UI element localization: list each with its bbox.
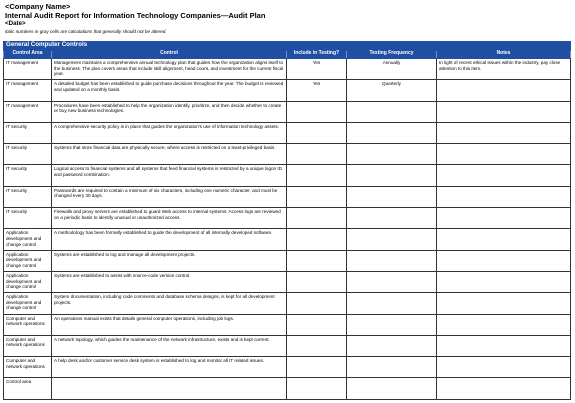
table-row [4,293,571,314]
control-cell[interactable]: Systems that store financial data are physically secure, where access is restricted on a least-privileged basis. [52,144,287,165]
include-in-testing-cell[interactable] [287,271,347,292]
include-in-testing-cell[interactable] [287,335,347,356]
table-row [4,80,571,101]
control-area-cell[interactable]: IT management [4,80,52,101]
include-in-testing-cell[interactable] [287,293,347,314]
include-in-testing-cell[interactable]: Yes [287,80,347,101]
notes-cell[interactable] [437,335,571,356]
column-header-testing-frequency: Testing Frequency [347,51,437,59]
control-cell[interactable]: Procedures have been established to help the organization identify, prioritize, and then decide whether to create or buy new business technologies. [52,101,287,122]
column-header-control: Control [52,51,287,59]
testing-frequency-cell[interactable] [347,122,437,143]
notes-cell[interactable] [437,378,571,399]
notes-cell[interactable]: In light of recent ethical issues within the industry, pay close attention to this item. [437,59,571,80]
include-in-testing-cell[interactable] [287,229,347,250]
table-row [4,335,571,356]
notes-cell[interactable] [437,250,571,271]
notes-cell[interactable] [437,229,571,250]
table-row [4,59,571,80]
controls-table-body [4,59,571,400]
control-cell[interactable]: Systems are established to log and manage all development projects. [52,250,287,271]
control-area-cell[interactable]: Computer and network operations [4,357,52,378]
control-area-cell[interactable]: IT security [4,208,52,229]
notes-cell[interactable] [437,271,571,292]
include-in-testing-cell[interactable] [287,144,347,165]
control-area-cell[interactable]: Control area [4,378,52,399]
include-in-testing-cell[interactable] [287,165,347,186]
column-header-notes: Notes [437,51,571,59]
testing-frequency-cell[interactable] [347,208,437,229]
controls-table [3,41,571,400]
notes-cell[interactable] [437,101,571,122]
notes-cell[interactable] [437,314,571,335]
table-row [4,314,571,335]
notes-cell[interactable] [437,186,571,207]
report-title: Internal Audit Report for Information Technology Companies—Audit Plan [5,11,266,20]
calculation-note: Italic numbers in gray cells are calculations that generally should not be altered. [5,29,167,34]
include-in-testing-cell[interactable] [287,378,347,399]
testing-frequency-cell[interactable] [347,357,437,378]
testing-frequency-cell[interactable] [347,314,437,335]
table-row [4,378,571,399]
control-cell[interactable]: A comprehensive security policy is in place that guides the organization's use of information technology assets. [52,122,287,143]
include-in-testing-cell[interactable] [287,101,347,122]
include-in-testing-cell[interactable]: Yes [287,59,347,80]
testing-frequency-cell[interactable]: Annually [347,59,437,80]
table-row [4,122,571,143]
control-cell[interactable]: A network topology, which guides the maintenance of the network infrastructure, exists and is kept current. [52,335,287,356]
control-area-cell[interactable]: IT security [4,165,52,186]
control-area-cell[interactable]: IT management [4,101,52,122]
notes-cell[interactable] [437,122,571,143]
include-in-testing-cell[interactable] [287,186,347,207]
include-in-testing-cell[interactable] [287,208,347,229]
section-title: General Computer Controls [4,42,571,51]
testing-frequency-cell[interactable] [347,293,437,314]
company-name: <Company Name> [5,2,71,11]
control-area-cell[interactable]: Computer and network operations [4,314,52,335]
testing-frequency-cell[interactable] [347,186,437,207]
control-cell[interactable]: Management maintains a comprehensive annual technology plan that guides how the organization aligns itself to the business. The plan covers areas that include skill alignment, head count, and investment for the current fiscal year. [52,59,287,80]
testing-frequency-cell[interactable] [347,101,437,122]
testing-frequency-cell[interactable] [347,250,437,271]
testing-frequency-cell[interactable] [347,165,437,186]
table-row [4,229,571,250]
control-cell[interactable]: Passwords are required to contain a minimum of six characters, including one numeric character, and must be changed every 30 days. [52,186,287,207]
notes-cell[interactable] [437,357,571,378]
control-area-cell[interactable]: Application development and change control [4,271,52,292]
testing-frequency-cell[interactable] [347,378,437,399]
notes-cell[interactable] [437,165,571,186]
control-cell[interactable]: A help desk and/or customer service desk system is established to log and monitor all IT related issues. [52,357,287,378]
table-row [4,271,571,292]
control-area-cell[interactable]: Computer and network operations [4,335,52,356]
table-row [4,357,571,378]
include-in-testing-cell[interactable] [287,357,347,378]
control-area-cell[interactable]: IT management [4,59,52,80]
control-area-cell[interactable]: IT security [4,186,52,207]
include-in-testing-cell[interactable] [287,250,347,271]
testing-frequency-cell[interactable] [347,271,437,292]
control-cell[interactable]: A methodology has been formally established to guide the development of all internally developed software. [52,229,287,250]
control-cell[interactable]: Logical access to financial systems and all systems that feed financial systems is restricted by a unique logon ID and password combination. [52,165,287,186]
column-header-include-in-testing: Include in Testing? [287,51,347,59]
include-in-testing-cell[interactable] [287,314,347,335]
testing-frequency-cell[interactable] [347,335,437,356]
control-area-cell[interactable]: IT security [4,122,52,143]
column-header-control-area: Control Area [4,51,52,59]
control-area-cell[interactable]: Application development and change control [4,229,52,250]
control-area-cell[interactable]: Application development and change control [4,250,52,271]
notes-cell[interactable] [437,293,571,314]
control-area-cell[interactable]: Application development and change control [4,293,52,314]
table-row [4,250,571,271]
table-row [4,101,571,122]
testing-frequency-cell[interactable]: Quarterly [347,80,437,101]
testing-frequency-cell[interactable] [347,229,437,250]
notes-cell[interactable] [437,208,571,229]
table-row [4,165,571,186]
report-date: <Date> [5,20,26,27]
control-cell[interactable] [52,378,287,399]
control-cell[interactable]: Systems are established to assist with source-code version control. [52,271,287,292]
control-cell[interactable]: Firewalls and proxy servers are established to guard Web access to internal systems. Access logs are reviewed on a periodic basis to identify unusual or unauthorized access. [52,208,287,229]
control-cell[interactable]: An operations manual exists that details general computer operations, including job logs. [52,314,287,335]
notes-cell[interactable] [437,80,571,101]
table-row [4,208,571,229]
testing-frequency-cell[interactable] [347,144,437,165]
table-row [4,144,571,165]
control-cell[interactable]: System documentation, including code comments and database schema designs, is kept for all development projects. [52,293,287,314]
include-in-testing-cell[interactable] [287,122,347,143]
notes-cell[interactable] [437,144,571,165]
control-cell[interactable]: A detailed budget has been established to guide purchase decisions throughout the year. The budget is reviewed and updated on a monthly basis. [52,80,287,101]
control-area-cell[interactable]: IT security [4,144,52,165]
table-row [4,186,571,207]
